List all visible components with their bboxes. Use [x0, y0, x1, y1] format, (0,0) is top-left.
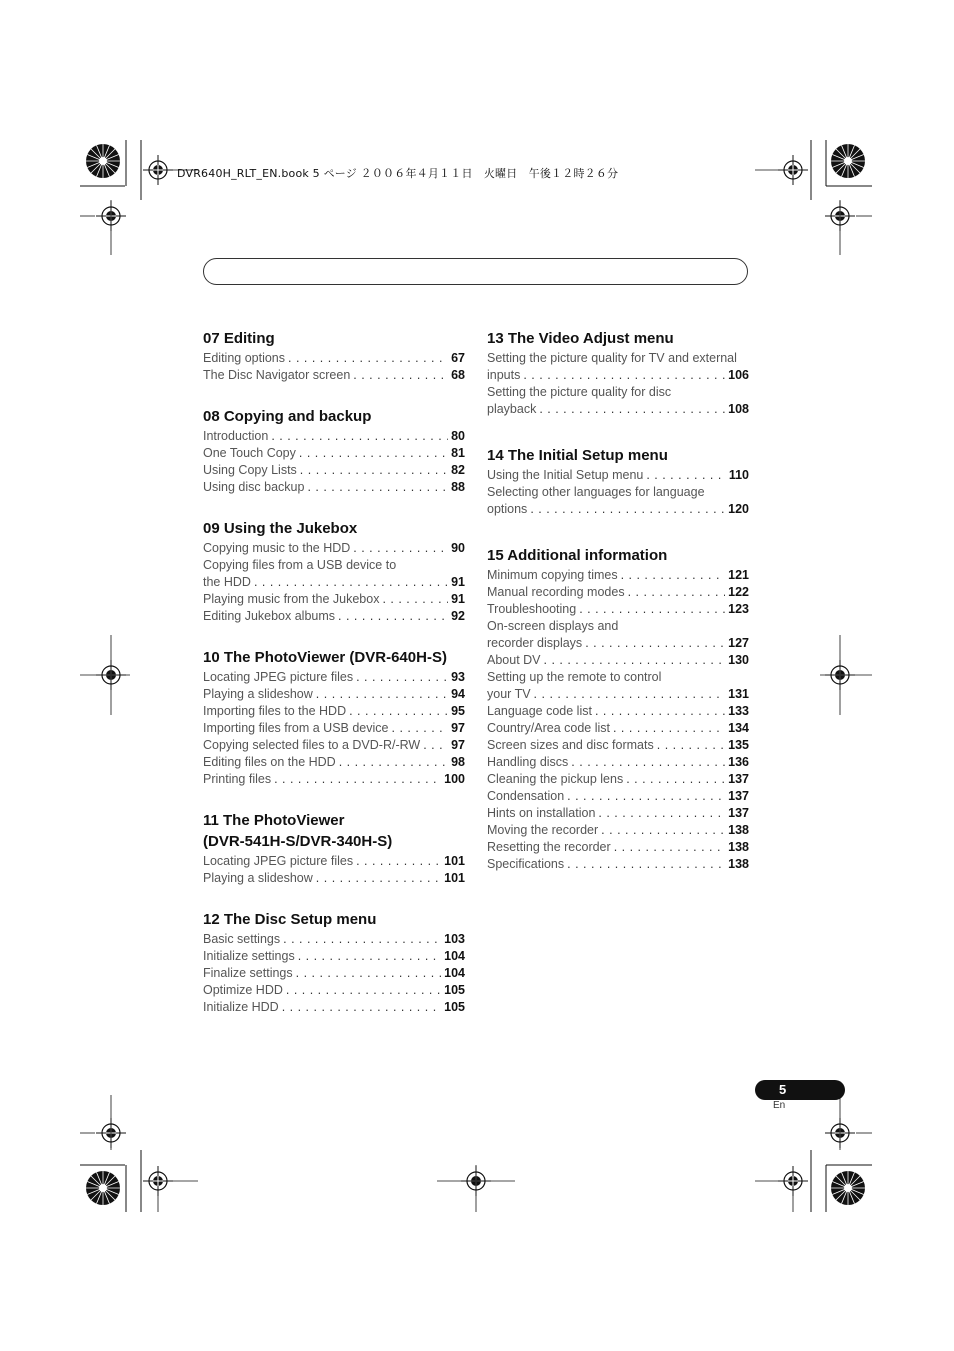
- entry-page-number: 120: [728, 502, 749, 516]
- entry-page-number: 122: [728, 585, 749, 599]
- entry-text-line: Setting up the remote to control: [487, 670, 662, 684]
- dot-leader: [621, 567, 726, 584]
- toc-entry[interactable]: [487, 822, 749, 839]
- toc-section: [203, 648, 465, 788]
- dot-leader: [316, 870, 441, 887]
- toc-entry[interactable]: [487, 805, 749, 822]
- entry-page-number: 105: [444, 1000, 465, 1014]
- toc-entry[interactable]: [203, 462, 465, 479]
- toc-entry[interactable]: [203, 999, 465, 1016]
- entry-page-number: 82: [451, 463, 465, 477]
- entry-page-number: 121: [728, 568, 749, 582]
- entry-text: Importing files from a USB device: [203, 721, 389, 735]
- entry-text: Printing files: [203, 772, 272, 786]
- entry-page-number: 101: [444, 854, 465, 868]
- entry-text: your TV: [487, 687, 531, 701]
- print-header: DVR640H_RLT_EN.book 5 ページ ２００６年４月１１日 火曜日 午後１２時２６分: [177, 167, 619, 180]
- entry-page-number: 134: [728, 721, 749, 735]
- dot-leader: [286, 982, 441, 999]
- entry-page-number: 93: [451, 670, 465, 684]
- entry-page-number: 92: [451, 609, 465, 623]
- toc-entry[interactable]: [487, 484, 749, 518]
- toc-right-column: [487, 329, 749, 873]
- section-title: 12 The Disc Setup menu: [203, 911, 377, 928]
- dot-leader: [307, 479, 448, 496]
- entry-page-number: 105: [444, 983, 465, 997]
- dot-leader: [626, 771, 725, 788]
- toc-left-column: [203, 329, 465, 1016]
- entry-text: Moving the recorder: [487, 823, 599, 837]
- entry-text: Playing music from the Jukebox: [203, 592, 380, 606]
- section-title: 08 Copying and backup: [203, 408, 372, 425]
- toc-entry[interactable]: [487, 788, 749, 805]
- entry-page-number: 104: [444, 966, 465, 980]
- page-number: 5: [779, 1082, 787, 1097]
- toc-entry[interactable]: [487, 754, 749, 771]
- dot-leader: [271, 428, 448, 445]
- toc-entry[interactable]: [487, 567, 749, 584]
- toc-entry[interactable]: [487, 601, 749, 618]
- entry-text: Copying music to the HDD: [203, 541, 351, 555]
- entry-text: Importing files to the HDD: [203, 704, 347, 718]
- entry-page-number: 137: [728, 806, 749, 820]
- section-title: 13 The Video Adjust menu: [487, 330, 674, 347]
- entry-page-number: 104: [444, 949, 465, 963]
- toc-section: [203, 910, 465, 1016]
- dot-leader: [353, 540, 448, 557]
- toc-entry[interactable]: [203, 591, 465, 608]
- entry-text: Handling discs: [487, 755, 569, 769]
- entry-text: Cleaning the pickup lens: [487, 772, 624, 786]
- section-title: 15 Additional information: [487, 547, 668, 564]
- entry-text-line: Setting the picture quality for TV and external: [487, 351, 737, 365]
- dot-leader: [646, 467, 725, 484]
- entry-page-number: 94: [451, 687, 465, 701]
- entry-text: The Disc Navigator screen: [203, 368, 351, 382]
- dot-leader: [338, 608, 448, 625]
- entry-page-number: 106: [728, 368, 749, 382]
- toc-entry[interactable]: [203, 965, 465, 982]
- toc-entry[interactable]: [203, 479, 465, 496]
- entry-text: Initialize HDD: [203, 1000, 279, 1014]
- toc-entry[interactable]: [487, 703, 749, 720]
- entry-text-line: On-screen displays and: [487, 619, 619, 633]
- entry-page-number: 100: [444, 772, 465, 786]
- dot-leader: [274, 771, 441, 788]
- dot-leader: [614, 839, 725, 856]
- dot-leader: [300, 462, 448, 479]
- entry-text: Editing Jukebox albums: [203, 609, 336, 623]
- entry-text-line: Setting the picture quality for disc: [487, 385, 672, 399]
- dot-leader: [382, 591, 448, 608]
- entry-page-number: 81: [451, 446, 465, 460]
- dot-leader: [585, 635, 725, 652]
- entry-page-number: 101: [444, 871, 465, 885]
- entry-text: Troubleshooting: [487, 602, 577, 616]
- entry-page-number: 131: [728, 687, 749, 701]
- entry-text: the HDD: [203, 575, 251, 589]
- entry-text: Copying selected files to a DVD-R/-RW: [203, 738, 421, 752]
- toc-entry[interactable]: [203, 720, 465, 737]
- toc-entry[interactable]: [487, 584, 749, 601]
- toc-entry[interactable]: [487, 652, 749, 669]
- dot-leader: [353, 367, 448, 384]
- entry-text: Hints on installation: [487, 806, 596, 820]
- entry-page-number: 127: [728, 636, 749, 650]
- entry-text: recorder displays: [487, 636, 583, 650]
- toc-section: [487, 546, 749, 873]
- section-title-line2: (DVR-541H-S/DVR-340H-S): [203, 833, 393, 850]
- entry-text: Manual recording modes: [487, 585, 625, 599]
- dot-leader: [288, 350, 448, 367]
- entry-page-number: 138: [728, 857, 749, 871]
- entry-page-number: 110: [728, 468, 749, 482]
- entry-text-line: Copying files from a USB device to: [203, 558, 397, 572]
- entry-page-number: 135: [728, 738, 749, 752]
- entry-page-number: 137: [728, 772, 749, 786]
- toc-entry[interactable]: [487, 737, 749, 754]
- entry-page-number: 138: [728, 823, 749, 837]
- entry-page-number: 136: [728, 755, 749, 769]
- toc-entry[interactable]: [487, 669, 749, 703]
- dot-leader: [423, 737, 448, 754]
- toc-entry[interactable]: [203, 948, 465, 965]
- dot-leader: [567, 788, 725, 805]
- toc-entry[interactable]: [203, 982, 465, 999]
- dot-leader: [349, 703, 448, 720]
- entry-text: options: [487, 502, 528, 516]
- entry-page-number: 98: [451, 755, 465, 769]
- toc-section: [203, 407, 465, 496]
- toc-entry[interactable]: [203, 540, 465, 557]
- toc-entry[interactable]: [203, 557, 465, 591]
- toc-section: [203, 519, 465, 625]
- dot-leader: [613, 720, 725, 737]
- toc-entry[interactable]: [203, 428, 465, 445]
- dot-leader: [316, 686, 448, 703]
- dot-leader: [598, 805, 725, 822]
- entry-text: Playing a slideshow: [203, 871, 313, 885]
- dot-leader: [283, 931, 441, 948]
- entry-page-number: 123: [728, 602, 749, 616]
- toc-section: [203, 811, 465, 887]
- toc-entry[interactable]: [203, 686, 465, 703]
- toc-section: [203, 329, 465, 384]
- toc-entry[interactable]: [203, 771, 465, 788]
- entry-page-number: 97: [451, 738, 465, 752]
- entry-text: playback: [487, 402, 537, 416]
- entry-text: Screen sizes and disc formats: [487, 738, 654, 752]
- toc-entry[interactable]: [487, 771, 749, 788]
- dot-leader: [296, 965, 442, 982]
- toc-entry[interactable]: [203, 870, 465, 887]
- dot-leader: [356, 853, 441, 870]
- dot-leader: [544, 652, 726, 669]
- section-title: 10 The PhotoViewer (DVR-640H-S): [203, 649, 447, 666]
- section-title: 09 Using the Jukebox: [203, 520, 358, 537]
- entry-text: Condensation: [487, 789, 565, 803]
- toc-entry[interactable]: [203, 445, 465, 462]
- entry-page-number: 80: [451, 429, 465, 443]
- entry-text: Using the Initial Setup menu: [487, 468, 644, 482]
- entry-page-number: 90: [451, 541, 465, 555]
- dot-leader: [299, 445, 448, 462]
- dot-leader: [356, 669, 448, 686]
- entry-page-number: 88: [451, 480, 465, 494]
- dot-leader: [530, 501, 725, 518]
- toc-entry[interactable]: [487, 720, 749, 737]
- entry-page-number: 95: [451, 704, 465, 718]
- entry-text: About DV: [487, 653, 541, 667]
- entry-text: Editing options: [203, 351, 286, 365]
- dot-leader: [339, 754, 448, 771]
- entry-text: Country/Area code list: [487, 721, 610, 735]
- entry-page-number: 138: [728, 840, 749, 854]
- toc-entry[interactable]: [203, 703, 465, 720]
- toc-entry[interactable]: [203, 754, 465, 771]
- entry-text: Editing files on the HDD: [203, 755, 336, 769]
- section-title: 07 Editing: [203, 330, 275, 347]
- entry-text: Specifications: [487, 857, 565, 871]
- toc-entry[interactable]: [203, 931, 465, 948]
- entry-page-number: 91: [451, 575, 465, 589]
- entry-page-number: 68: [451, 368, 465, 382]
- entry-text: Using disc backup: [203, 480, 305, 494]
- entry-page-number: 108: [728, 402, 749, 416]
- entry-text-line: Selecting other languages for language: [487, 485, 705, 499]
- dot-leader: [571, 754, 725, 771]
- entry-page-number: 97: [451, 721, 465, 735]
- toc-entry[interactable]: [203, 350, 465, 367]
- dot-leader: [523, 367, 725, 384]
- entry-text: Optimize HDD: [203, 983, 283, 997]
- header-bar: [203, 258, 748, 285]
- dot-leader: [534, 686, 726, 703]
- toc-entry[interactable]: [203, 737, 465, 754]
- dot-leader: [254, 574, 448, 591]
- entry-text: Playing a slideshow: [203, 687, 313, 701]
- dot-leader: [601, 822, 725, 839]
- toc-entry[interactable]: [203, 669, 465, 686]
- entry-text: Introduction: [203, 429, 269, 443]
- entry-page-number: 137: [728, 789, 749, 803]
- dot-leader: [595, 703, 725, 720]
- entry-text: Locating JPEG picture files: [203, 854, 354, 868]
- entry-text: Minimum copying times: [487, 568, 618, 582]
- dot-leader: [628, 584, 726, 601]
- toc-entry[interactable]: [203, 367, 465, 384]
- entry-text: Resetting the recorder: [487, 840, 611, 854]
- entry-page-number: 91: [451, 592, 465, 606]
- entry-text: Basic settings: [203, 932, 281, 946]
- toc-entry[interactable]: [203, 608, 465, 625]
- dot-leader: [579, 601, 725, 618]
- toc-section: [487, 446, 749, 518]
- dot-leader: [567, 856, 725, 873]
- toc-entry[interactable]: [203, 853, 465, 870]
- toc-entry[interactable]: [487, 618, 749, 652]
- entry-page-number: 67: [451, 351, 465, 365]
- section-title: 11 The PhotoViewer: [203, 812, 345, 829]
- dot-leader: [392, 720, 449, 737]
- dot-leader: [539, 401, 725, 418]
- page-number-tab: [755, 1080, 845, 1100]
- toc-entry[interactable]: [487, 384, 749, 418]
- toc-entry[interactable]: [487, 856, 749, 873]
- entry-text: inputs: [487, 368, 521, 382]
- entry-page-number: 130: [728, 653, 749, 667]
- toc-section: [487, 329, 749, 418]
- entry-page-number: 103: [444, 932, 465, 946]
- toc-entry[interactable]: [487, 467, 749, 484]
- toc-entry[interactable]: [487, 350, 749, 384]
- dot-leader: [282, 999, 441, 1016]
- page-language: En: [773, 1100, 786, 1111]
- entry-text: One Touch Copy: [203, 446, 296, 460]
- entry-text: Initialize settings: [203, 949, 295, 963]
- dot-leader: [657, 737, 725, 754]
- entry-text: Finalize settings: [203, 966, 293, 980]
- entry-text: Locating JPEG picture files: [203, 670, 354, 684]
- entry-text: Language code list: [487, 704, 592, 718]
- entry-page-number: 133: [728, 704, 749, 718]
- toc-entry[interactable]: [487, 839, 749, 856]
- section-title: 14 The Initial Setup menu: [487, 447, 668, 464]
- entry-text: Using Copy Lists: [203, 463, 297, 477]
- dot-leader: [298, 948, 441, 965]
